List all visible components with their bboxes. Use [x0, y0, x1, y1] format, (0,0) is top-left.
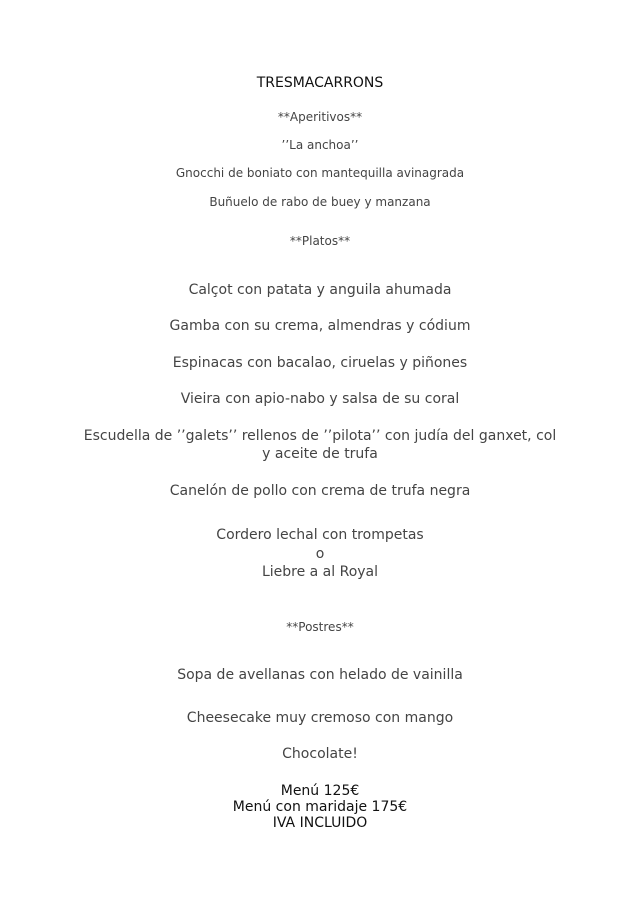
postre-item: Cheesecake muy cremoso con mango: [186, 710, 454, 726]
platos-heading: **Platos**: [289, 234, 351, 248]
plato-option-separator: o: [315, 546, 325, 562]
aperitivo-item: Gnocchi de boniato con mantequilla avinagrada: [175, 166, 465, 180]
aperitivo-item: Buñuelo de rabo de buey y manzana: [209, 195, 431, 209]
aperitivos-heading: **Aperitivos**: [277, 110, 363, 124]
menu-price: Menú 125€: [280, 783, 360, 799]
postre-item: Sopa de avellanas con helado de vainilla: [177, 667, 463, 683]
plato-item: Liebre a al Royal: [261, 564, 379, 580]
plato-item: Calçot con patata y anguila ahumada: [188, 282, 452, 298]
plato-item-continuation: y aceite de trufa: [262, 446, 378, 462]
restaurant-title: TRESMACARRONS: [256, 75, 384, 91]
aperitivo-item: ’’La anchoa’’: [281, 138, 359, 152]
plato-item: Espinacas con bacalao, ciruelas y piñones: [172, 355, 468, 371]
postre-item: Chocolate!: [282, 746, 358, 762]
menu-maridaje-price: Menú con maridaje 175€: [232, 799, 408, 815]
plato-item: Gamba con su crema, almendras y códium: [169, 318, 471, 334]
plato-item: Vieira con apio-nabo y salsa de su coral: [180, 391, 460, 407]
plato-item: Canelón de pollo con crema de trufa negra: [169, 483, 471, 499]
postres-heading: **Postres**: [286, 620, 354, 634]
plato-item: Escudella de ’’galets’’ rellenos de ’’pilota’’ con judía del ganxet, col: [83, 428, 557, 444]
plato-item: Cordero lechal con trompetas: [216, 527, 424, 543]
iva-note: IVA INCLUIDO: [272, 815, 368, 831]
